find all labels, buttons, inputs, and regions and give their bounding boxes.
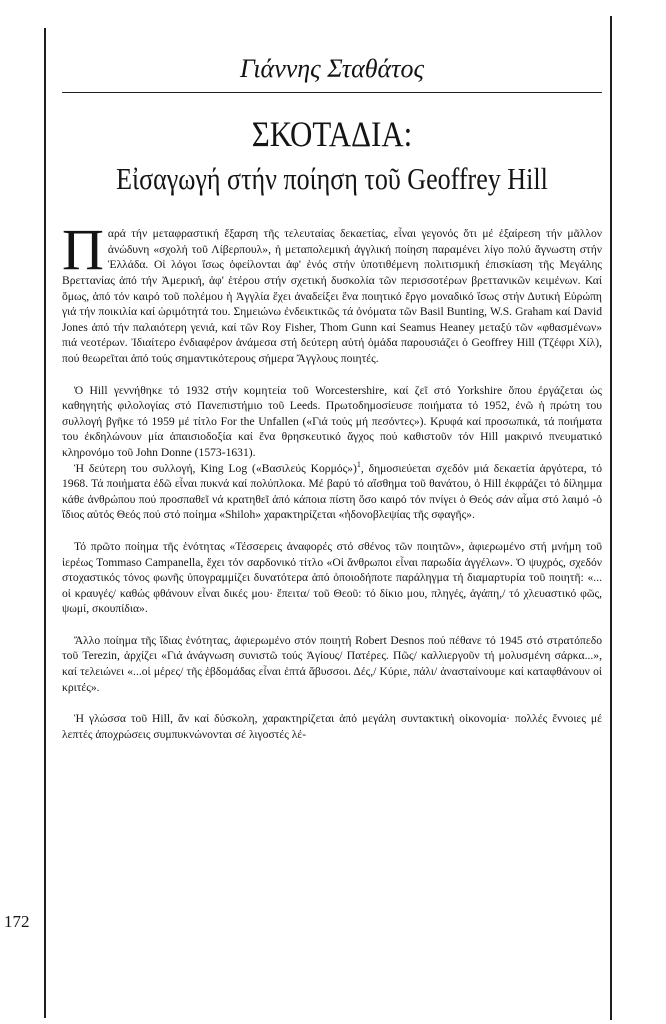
author-name: Γιάννης Σταθάτος [239, 54, 425, 83]
article-title: ΣΚΟΤΑΔΙΑ: [251, 114, 413, 154]
paragraph-3-text-a: Ἡ δεύτερη του συλλογή, King Log («Βασιλεύς Κορμός») [74, 461, 357, 475]
paragraph-6: Ἡ γλώσσα τοῦ Hill, ἄν καί δύσκολη, χαρακτηρίζεται ἀπό μεγάλη συντακτική οἰκονομία· πολλές ἔννοιες μέ λεπτές ἀποχρώσεις συμπυκνώνονται σέ λιγοστές λέ- [62, 712, 602, 741]
paragraph-1 [62, 217, 602, 366]
footnote-marker: 1 [356, 459, 361, 469]
left-margin-rule [44, 28, 46, 1018]
paragraph-3-text-b: , δημοσιεύεται σχεδόν μιά δεκαετία ἀργότερα, τό 1968. Τά ποιήματα ἐδῶ εἶναι πυκνά καί πολύπλοκα. Μέ βαρύ τό αἴσθημα τοῦ θανάτου, ὁ Hill ἐκφράζει τό δίλημμα κάθε ἀνθρώπου πού προσπαθεῖ νά κρατηθεῖ ἀπό κάποια πίστη ὅσο καιρό τόν πνίγει ὁ Θεός σάν αἷμα στό λαιμό -ὁ ἴδιος αὐτός Θεός πού στό ποίημα «Shiloh» χαρακτηρίζεται «ἡδονοβλεψίας τῆς σφαγῆς». [62, 461, 603, 522]
author-divider [62, 92, 602, 93]
article-body [62, 217, 603, 742]
paragraph-3 [62, 461, 602, 523]
paragraph-2: Ὁ Hill γεννήθηκε τό 1932 στήν κομητεία τοῦ Worcestershire, καί ζεῖ στό Yorkshire ὅπου ἐργάζεται ὡς καθηγητής φιλολογίας στό Πανεπιστήμιο τοῦ Leeds. Πρωτοδημοσίευσε ποιήματα τό 1952, ἐνῶ ἡ πρώτη του συλλογή βγῆκε τό 1959 μέ τίτλο For the Unfallen («Γιά τούς μή πεσόντες»). Κρυφά καί προσωπικά, τά ποιήματα του ἐκδηλώνουν μία ἀπαισιοδοξία καί ἕνα θρησκευτικό ἄγχος πού καθιστοῦν τόν Hill μακρινό πνευματικό κληρονόμο τοῦ John Donne (1573-1631). [62, 383, 602, 459]
article [62, 54, 602, 742]
article-subtitle: Εἰσαγωγή στήν ποίηση τοῦ Geoffrey Hill [116, 160, 548, 196]
drop-cap: Π [62, 217, 104, 283]
paragraph-1-text: αρά τήν μεταφραστική ἔξαρση τῆς τελευταίας δεκαετίας, εἶναι γεγονός ὅτι μέ ἐξαίρεση τήν μᾶλλον ἀνώδυνη «σχολή τοῦ Λίβερπουλ», ἡ μεταπολεμική ἀγγλική ποίηση παραμένει λίγο πολύ ἄγνωστη στήν Ἑλλάδα. Οἱ λόγοι ἴσως ὀφείλονται ἀφ' ἑνός στήν ὑποτιθέμενη πολιτισμική ἐπισκίαση τῆς Μεγάλης Βρεττανίας ἀπό τήν Ἀμερική, ἀφ' ἑτέρου στήν σχετική δυσκολία τῶν περισσοτέρων βρεττανικῶν κειμένων. Καί ὅμως, ἀπό τόν καιρό τοῦ πολέμου ἡ Ἀγγλία ἔχει ἀναδείξει ἕνα ποιητικό ἔργο μοναδικό ἴσως στήν Δυτική Εὐρώπη γιά τήν ποικιλία καί ὡριμότητά του. Σημειώνω ἐνδεικτικῶς τά ὀνόματα τῶν Basil Bunting, W.S. Graham καί David Jones ἀπό τήν παλαιότερη γενιά, καί τῶν Roy Fisher, Thom Gunn καί Seamus Heaney μεταξύ τῶν «φθασμένων» πιά νεοτέρων. Ἰδιαίτερο ἐνδιαφέρον ἀνάμεσα στή δεύτερη αὐτή ὁμάδα παρουσιάζει ὁ Geoffrey Hill (Τζέφρι Χίλ), πού θεωρεῖται ἀπό τούς σημαντικότερους σήμερα Ἄγγλους ποιητές. [62, 227, 602, 365]
paragraph-4: Τό πρῶτο ποίημα τῆς ἑνότητας «Τέσσερεις ἀναφορές στό σθένος τῶν ποιητῶν», ἀφιερωμένο στή μνήμη τοῦ ἱερέως Tommaso Campanella, ἔχει τόν σαρδονικό τίτλο «Οἱ ἄνθρωποι εἶναι παρωδία ἀγγέλων». Ὁ ψυχρός, σχεδόν στοχαστικός τόνος φωνῆς ὑπογραμμίζει δυνατότερα ἀπό ὁποιοδήποτε παράληγμα τή διαμαρτυρία τοῦ ποιητῆ: «... οἱ κραυγές/ καθώς φθάνουν εἶναι δικές μου· ἔπειτα/ τοῦ Θεοῦ: τό δίκιο μου, πληγές, ἀγάπη,/ τό χλευαστικό φῶς, ψωμί, σκουπίδια». [62, 539, 602, 616]
right-margin-rule [610, 16, 612, 1020]
paragraph-5: Ἄλλο ποίημα τῆς ἴδιας ἑνότητας, ἀφιερωμένο στόν ποιητή Robert Desnos πού πέθανε τό 1945 στό στρατόπεδο τοῦ Terezin, ἀρχίζει «Γιά ἀνάγνωση συνιστῶ τούς Ἁγίους/ Πατέρες. Πῶς/ καλλιεργοῦν τή μολυσμένη σάρκα...», καί τελειώνει «...οἱ μέρες/ τῆς ἑβδομάδας εἶναι ἑπτά ἄβυσσοι. Δές,/ Κύριε, πάλι/ ἀνασταίνουμε καί καταφθάνουν οἱ κριτές». [62, 633, 602, 694]
page-number: 172 [4, 912, 30, 931]
